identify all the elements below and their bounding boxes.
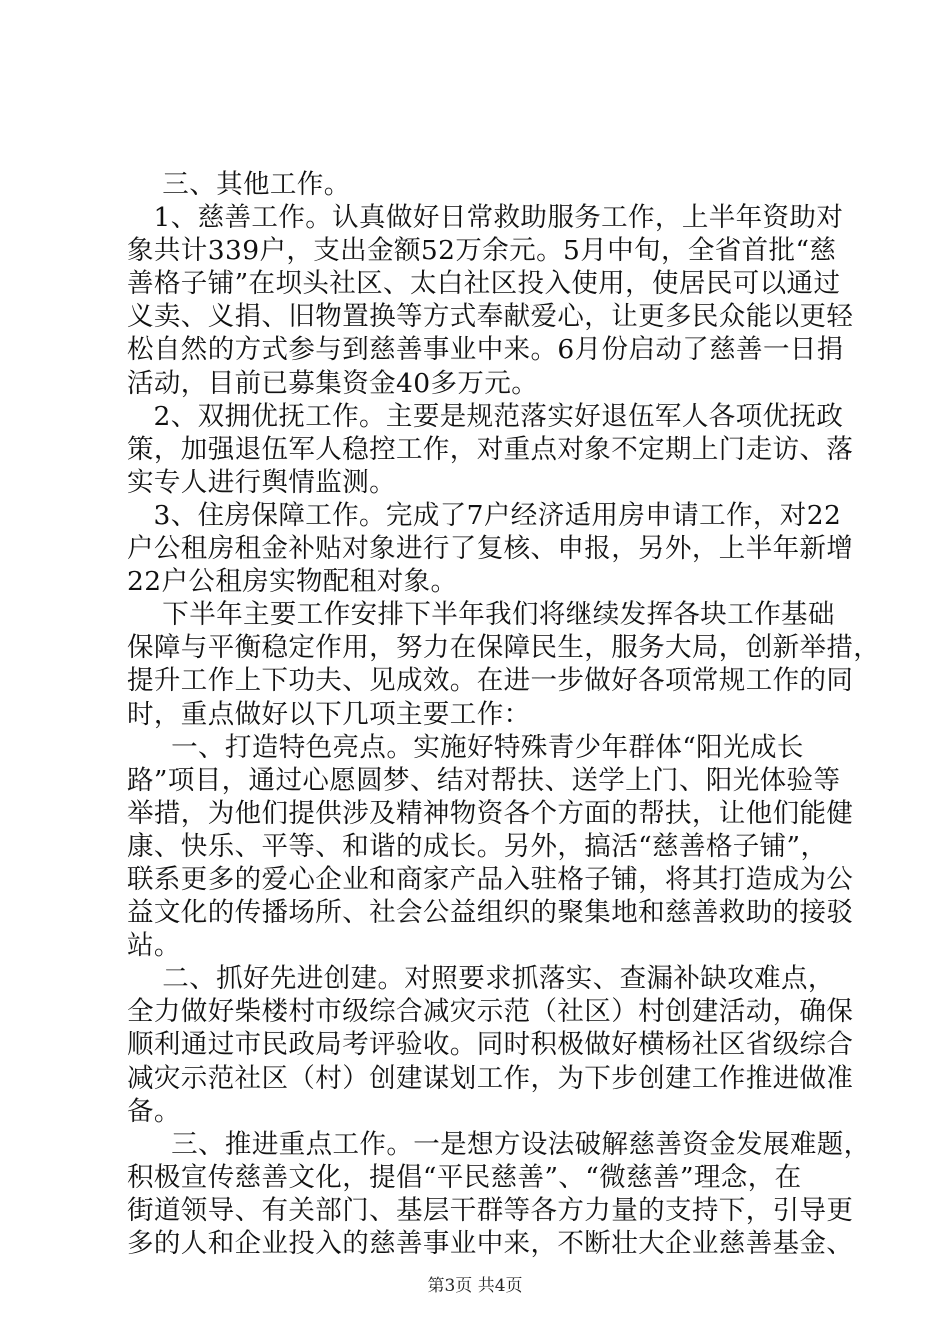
text-line: 二、抓好先进创建。对照要求抓落实、查漏补缺攻难点， [127, 963, 835, 995]
text-line: 一、打造特色亮点。实施好特殊青少年群体“阳光成长 [127, 731, 804, 763]
text-line: 实专人进行舆情监测。 [127, 466, 396, 498]
text-line: 保障与平衡稳定作用，努力在保障民生，服务大局，创新举措， [127, 632, 881, 664]
text-line: 街道领导、有关部门、基层干群等各方力量的支持下，引导更 [127, 1194, 854, 1226]
text-line: 1、慈善工作。认真做好日常救助服务工作，上半年资助对 [127, 202, 844, 234]
text-line: 下半年主要工作安排下半年我们将继续发挥各块工作基础 [127, 599, 835, 631]
text-line: 多的人和企业投入的慈善事业中来，不断壮大企业慈善基金、 [127, 1228, 854, 1259]
text-line: 22户公租房实物配租对象。 [127, 566, 458, 598]
text-line: 积极宣传慈善文化，提倡“平民慈善”、“微慈善”理念，在 [127, 1161, 802, 1193]
text-line: 户公租房租金补贴对象进行了复核、申报，另外，上半年新增 [127, 533, 854, 565]
text-line: 举措，为他们提供涉及精神物资各个方面的帮扶，让他们能健 [127, 797, 854, 829]
text-line: 益文化的传播场所、社会公益组织的聚集地和慈善救助的接驳 [127, 897, 854, 929]
text-line: 减灾示范社区（村）创建谋划工作，为下步创建工作推进做准 [127, 1062, 854, 1094]
text-line: 3、住房保障工作。完成了7户经济适用房申请工作，对22 [127, 499, 842, 531]
text-line: 三、推进重点工作。一是想方设法破解慈善资金发展难题， [127, 1128, 871, 1160]
text-line: 联系更多的爱心企业和商家产品入驻格子铺，将其打造成为公 [127, 863, 854, 895]
text-line: 三、其他工作。 [127, 169, 351, 200]
text-line: 松自然的方式参与到慈善事业中来。6月份启动了慈善一日捐 [127, 334, 844, 366]
text-line: 2、双拥优抚工作。主要是规范落实好退伍军人各项优抚政 [127, 400, 844, 432]
text-line: 时，重点做好以下几项主要工作： [127, 698, 531, 730]
text-line: 全力做好柴楼村市级综合减灾示范（社区）村创建活动，确保 [127, 996, 854, 1028]
text-line: 义卖、义捐、旧物置换等方式奉献爱心，让更多民众能以更轻 [127, 301, 854, 333]
text-line: 象共计339户，支出金额52万余元。5月中旬，全省首批“慈 [127, 235, 837, 267]
text-line: 康、快乐、平等、和谐的成长。另外，搞活“慈善格子铺”， [127, 830, 828, 862]
text-line: 路”项目，通过心愿圆梦、结对帮扶、送学上门、阳光体验等 [127, 764, 841, 796]
document-body [127, 168, 881, 1260]
text-line: 策，加强退伍军人稳控工作，对重点对象不定期上门走访、落 [127, 433, 854, 465]
text-line: 备。 [127, 1095, 181, 1127]
text-line: 顺利通过市民政局考评验收。同时积极做好横杨社区省级综合 [127, 1029, 854, 1061]
text-line: 活动，目前已募集资金40多万元。 [127, 367, 539, 399]
text-line: 提升工作上下功夫、见成效。在进一步做好各项常规工作的同 [127, 665, 854, 697]
text-line: 善格子铺”在坝头社区、太白社区投入使用，使居民可以通过 [127, 268, 841, 300]
page-footer: 第3页 共4页 [427, 1276, 523, 1296]
text-line: 站。 [127, 930, 181, 962]
